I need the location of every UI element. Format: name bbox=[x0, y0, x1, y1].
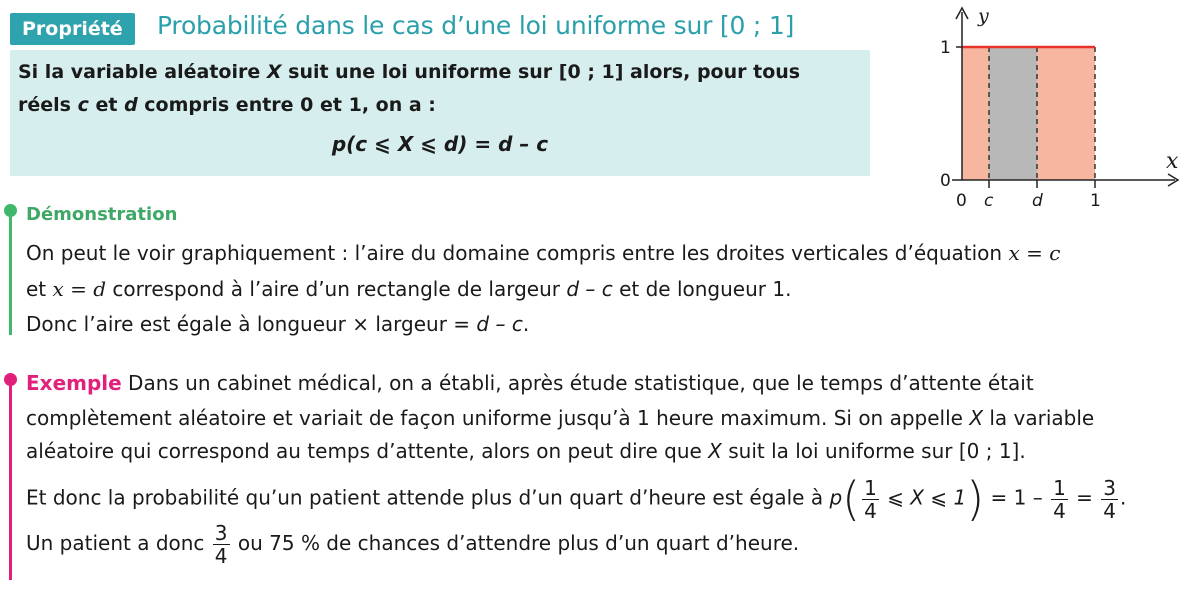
fraction-three-quarters-2: $\frac{3}{4}$ bbox=[214, 521, 228, 568]
fraction-three-quarters: $\frac{3}{4}$ bbox=[1103, 475, 1117, 523]
example-dot bbox=[4, 373, 17, 386]
y-tick-label-1: 1 bbox=[940, 38, 951, 58]
var-x: X bbox=[266, 61, 282, 83]
x-tick-label-d: d bbox=[1032, 191, 1043, 211]
demonstration-dot bbox=[4, 204, 17, 217]
x-tick-label-c: c bbox=[984, 191, 994, 211]
fraction-one-quarter: $\frac{1}{4}$ bbox=[864, 475, 877, 523]
x-axis-label: x bbox=[1166, 149, 1179, 174]
x-tick-label-1: 1 bbox=[1090, 191, 1101, 211]
equation-x-d: x = d bbox=[52, 277, 107, 301]
property-badge: Propriété bbox=[10, 13, 135, 45]
y-tick-label-0: 0 bbox=[940, 171, 951, 191]
demonstration-bar bbox=[9, 210, 12, 335]
demonstration-title: Démonstration bbox=[26, 204, 178, 225]
example-line-2: complètement aléatoire et variait de façon uniforme jusqu’à 1 heure maximum. Si on appelle X la variable bbox=[26, 406, 1095, 430]
example-line-3: aléatoire qui correspond au temps d’attente, alors on peut dire que X suit la loi uniforme sur [0 ; 1]. bbox=[26, 439, 1026, 463]
var-c: c bbox=[77, 94, 89, 116]
example-line-4: Et donc la probabilité qu’un patient attende plus d’un quart d’heure est égale à p( $\frac{1}{4}$ ⩽ X ⩽ 1) = 1 – $\frac{1}{4}$ = $\frac{3}{4}$ . bbox=[26, 472, 1127, 526]
left-paren: ( bbox=[842, 472, 861, 526]
property-line-1: Si la variable aléatoire X suit une loi uniforme sur [0 ; 1] alors, pour tous bbox=[18, 61, 801, 83]
property-box bbox=[10, 50, 870, 176]
probability-area bbox=[989, 47, 1037, 180]
y-axis-label: y bbox=[978, 5, 989, 27]
equation-x-c: x = c bbox=[1008, 241, 1061, 265]
property-formula: p(c ⩽ X ⩽ d) = d – c bbox=[331, 132, 549, 156]
right-paren: ) bbox=[966, 472, 985, 526]
demonstration-line-3: Donc l’aire est égale à longueur × largeur = d – c. bbox=[26, 312, 530, 336]
var-d: d bbox=[124, 94, 138, 116]
demonstration-line-2: et x = d correspond à l’aire d’un rectangle de largeur d – c et de longueur 1. bbox=[26, 277, 792, 301]
fraction-one-quarter-2: $\frac{1}{4}$ bbox=[1053, 475, 1066, 523]
uniform-density-graph bbox=[920, 0, 1200, 215]
property-line-2: réels c et d compris entre 0 et 1, on a : bbox=[18, 94, 436, 116]
example-bar bbox=[9, 380, 12, 580]
example-line-5: Un patient a donc $\frac{3}{4}$ ou 75 % de chances d’attendre plus d’un quart d’heure. bbox=[26, 521, 800, 568]
example-line-1: Exemple Dans un cabinet médical, on a établi, après étude statistique, que le temps d’attente était bbox=[26, 371, 1034, 395]
demonstration-line-1: On peut le voir graphiquement : l’aire du domaine compris entre les droites verticales d’équation x = c bbox=[26, 241, 1061, 265]
example-label: Exemple bbox=[26, 371, 122, 395]
x-tick-label-0: 0 bbox=[956, 191, 967, 211]
property-title: Probabilité dans le cas d’une loi uniforme sur [0 ; 1] bbox=[157, 11, 795, 40]
